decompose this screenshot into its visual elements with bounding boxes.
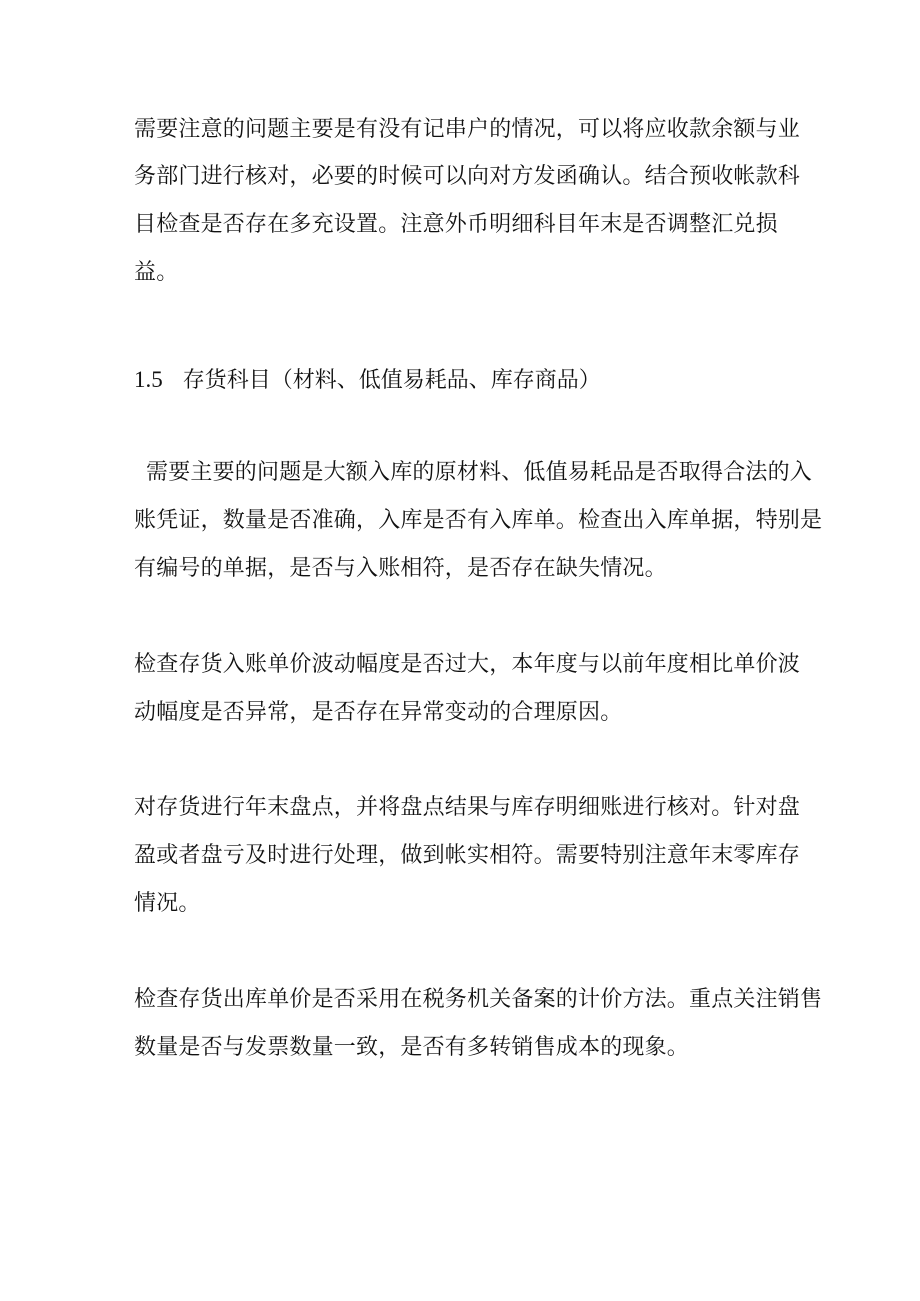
text-line: 账凭证，数量是否准确，入库是否有入库单。检查出入库单据，特别是 xyxy=(134,508,823,533)
section-number: 1.5 xyxy=(134,367,163,392)
text-line: 务部门进行核对，必要的时候可以向对方发函确认。结合预收帐款科 xyxy=(134,164,801,189)
text-line: 益。 xyxy=(134,260,179,285)
text-line: 盈或者盘亏及时进行处理，做到帐实相符。需要特别注意年末零库存 xyxy=(134,843,801,868)
text-line: 目检查是否存在多充设置。注意外币明细科目年末是否调整汇兑损 xyxy=(134,212,778,237)
text-line: 检查存货入账单价波动幅度是否过大，本年度与以前年度相比单价波 xyxy=(134,652,801,677)
text-line: 动幅度是否异常，是否存在异常变动的合理原因。 xyxy=(134,700,623,725)
text-line: 情况。 xyxy=(134,891,201,916)
text-line: 数量是否与发票数量一致，是否有多转销售成本的现象。 xyxy=(134,1035,690,1060)
text-line: 检查存货出库单价是否采用在税务机关备案的计价方法。重点关注销售 xyxy=(134,987,823,1012)
text-line: 需要主要的问题是大额入库的原材料、低值易耗品是否取得合法的入 xyxy=(146,460,813,485)
text-line: 对存货进行年末盘点，并将盘点结果与库存明细账进行核对。针对盘 xyxy=(134,795,801,820)
text-line: 有编号的单据，是否与入账相符，是否存在缺失情况。 xyxy=(134,556,667,581)
text-line: 需要注意的问题主要是有没有记串户的情况，可以将应收款余额与业 xyxy=(134,117,801,142)
section-title: 存货科目（材料、低值易耗品、库存商品） xyxy=(182,368,601,393)
section-heading xyxy=(134,365,601,396)
